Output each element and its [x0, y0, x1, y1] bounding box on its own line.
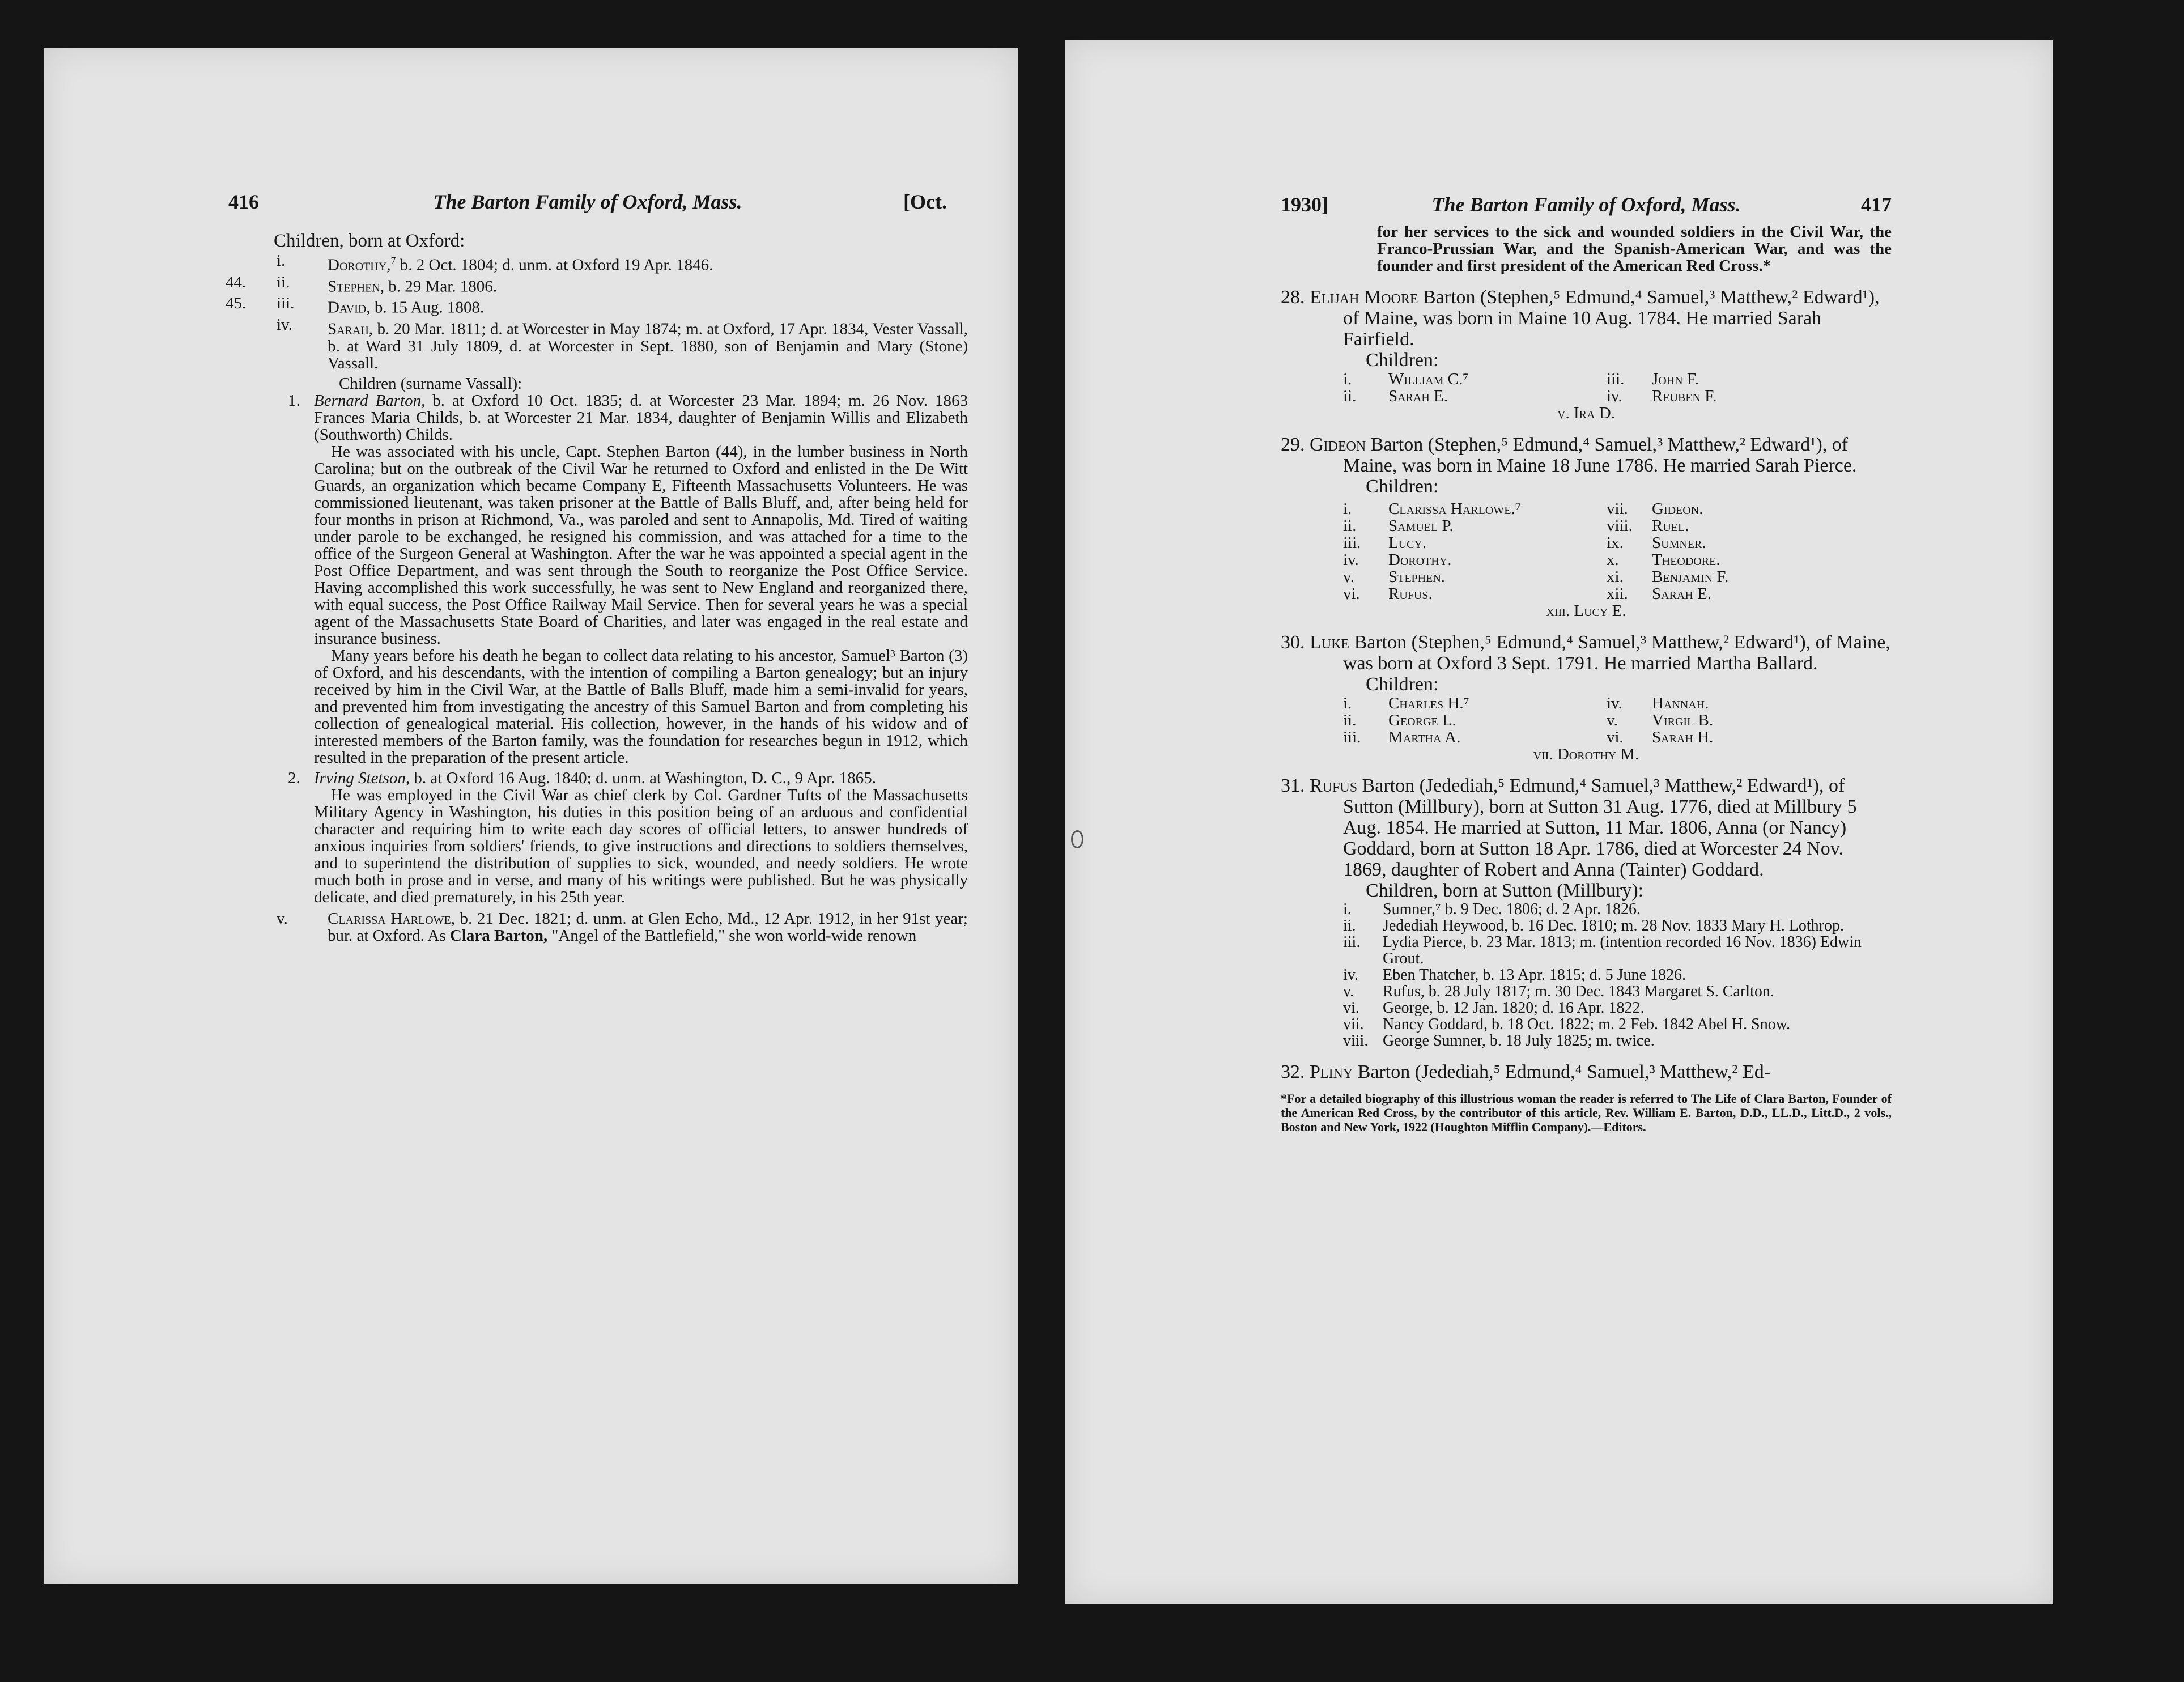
- roman-number: viii.: [1343, 1032, 1369, 1050]
- generation-sup: 7: [390, 255, 396, 266]
- roman-number: v.: [1607, 711, 1618, 729]
- child-name: Stephen,: [328, 277, 385, 296]
- vassall-entry-2: [288, 770, 968, 787]
- roman-number: v.: [1343, 983, 1354, 1000]
- roman-number: x.: [1607, 551, 1619, 569]
- roman-number: iv.: [1343, 551, 1359, 569]
- child-text: Jedediah Heywood, b. 16 Dec. 1810; m. 28 Nov. 1833 Mary H. Lothrop.: [1383, 917, 1844, 935]
- page-number: 417: [1861, 193, 1892, 216]
- children-list: [1343, 901, 1892, 1049]
- child-name: Rufus.: [1388, 585, 1433, 603]
- child-entry: [226, 252, 968, 274]
- child-entry: [1343, 934, 1892, 967]
- roman-number: iii.: [1607, 370, 1625, 388]
- entry-32: [1281, 1061, 1892, 1082]
- entry-name: Pliny: [1310, 1061, 1353, 1082]
- child-entry: [1343, 517, 1607, 534]
- running-title: The Barton Family of Oxford, Mass.: [1431, 193, 1741, 216]
- children-list: [1343, 500, 1870, 602]
- page-number: 416: [228, 190, 259, 213]
- child-text: Nancy Goddard, b. 18 Oct. 1822; m. 2 Feb. 1842 Abel H. Snow.: [1383, 1016, 1791, 1033]
- entry-bold: Clara Barton,: [449, 926, 548, 945]
- roman-number: iv.: [277, 315, 292, 334]
- roman-number: i.: [277, 252, 286, 270]
- entry-29: [1281, 434, 1892, 476]
- child-entry: [1343, 551, 1607, 568]
- vassall-entry-1: [288, 392, 968, 443]
- child-entry: [1343, 695, 1607, 712]
- entry-name: Irving Stetson,: [314, 768, 410, 787]
- child-text: George Sumner, b. 18 July 1825; m. twice.: [1383, 1032, 1655, 1050]
- children-label: Children, born at Sutton (Millbury):: [1366, 880, 1644, 901]
- child-entry: [1343, 568, 1607, 585]
- entry-number: 1.: [288, 391, 300, 410]
- roman-number: i.: [1343, 694, 1352, 712]
- child-entry: [1343, 983, 1892, 1000]
- roman-number: iv.: [1607, 694, 1622, 712]
- child-entry: [1607, 551, 1870, 568]
- roman-number: viii.: [1607, 517, 1633, 535]
- entry-number: 29.: [1281, 434, 1305, 455]
- child-entry: [1343, 967, 1892, 983]
- child-text: George, b. 12 Jan. 1820; d. 16 Apr. 1822.: [1383, 999, 1645, 1017]
- child-name: Samuel P.: [1388, 517, 1454, 535]
- child-name: Sarah H.: [1652, 728, 1714, 746]
- ref-number: [226, 252, 277, 274]
- child-entry: [1607, 568, 1870, 585]
- children-list: [1343, 371, 1870, 405]
- entry-text: Barton (Stephen,⁵ Edmund,⁴ Samuel,³ Matthew,² Edward¹), of Maine, was born at Oxford 3 Sept. 1791. He married Martha Ballard.: [1343, 632, 1890, 674]
- roman-number: ii.: [1343, 917, 1356, 935]
- entry-number: v.: [277, 909, 288, 928]
- child-entry: [1343, 585, 1607, 602]
- children-list: [226, 252, 968, 372]
- continuation-text: for her services to the sick and wounded soldiers in the Civil War, the Franco-Prussian War, and the Spanish-American War, and was the founder and first president of the American Red Cross.*: [1377, 223, 1892, 275]
- roman-number: vi.: [1607, 728, 1624, 746]
- children-list: [1343, 695, 1870, 746]
- binding-clip-icon: [1071, 830, 1083, 848]
- roman-number: v.: [1343, 568, 1354, 586]
- child-entry: [226, 316, 968, 372]
- child-entry: [1607, 712, 1870, 729]
- child-name: Dorothy,: [328, 256, 391, 274]
- roman-number: i.: [1343, 370, 1352, 388]
- ref-number: [226, 316, 277, 372]
- child-name: Lucy.: [1388, 534, 1427, 552]
- biography-paragraph: Many years before his death he began to collect data relating to his ancestor, Samuel³ Barton (3) of Oxford, and his descendants, with the intention of compiling a Barton genealogy; but an injury received by him in the Civil War, at the Battle of Balls Bluff, made him a semi-invalid for years, and prevented him from investigating the ancestry of this Samuel Barton and from completing his collection of genealogical material. His collection, however, in the hands of his widow and of interested members of the Barton family, was the foundation for researches begun in 1912, which resulted in the preparation of the present article.: [314, 646, 968, 767]
- child-name: Sarah E.: [1652, 585, 1712, 603]
- child-name: George L.: [1388, 711, 1456, 729]
- entry-text: b. 21 Dec. 1821; d. unm. at Glen Echo, Md., 12 Apr. 1912, in her 91st year; bur. at Oxford. As: [328, 909, 968, 945]
- entry-text: Barton (Stephen,⁵ Edmund,⁴ Samuel,³ Matthew,² Edward¹), of Maine, was born in Maine 18 June 1786. He married Sarah Pierce.: [1343, 434, 1857, 476]
- entry-28: [1281, 287, 1892, 350]
- children-label: Children:: [1366, 350, 1439, 371]
- entry-name: Gideon: [1310, 434, 1366, 455]
- child-name: Reuben F.: [1652, 387, 1717, 405]
- child-entry: [1607, 729, 1870, 746]
- children-last: v. Ira D.: [1557, 404, 1615, 422]
- children-label: Children:: [1366, 476, 1439, 497]
- child-entry: [1343, 1033, 1892, 1049]
- page-year: 1930]: [1281, 193, 1328, 216]
- child-entry: [1607, 517, 1870, 534]
- left-body: [226, 231, 968, 945]
- entry-name: Clarissa Harlowe,: [328, 909, 455, 928]
- roman-number: vi.: [1343, 585, 1360, 603]
- child-name: Sarah,: [328, 320, 373, 338]
- running-right: [Oct.: [903, 190, 947, 213]
- child-name: Sarah E.: [1388, 387, 1448, 405]
- child-entry: [1343, 500, 1607, 517]
- entry-text: Barton (Stephen,⁵ Edmund,⁴ Samuel,³ Matthew,² Edward¹), of Maine, was born in Maine 10 Aug. 1784. He married Sarah Fairfield.: [1343, 287, 1880, 350]
- roman-number: i.: [1343, 500, 1352, 518]
- roman-number: vii.: [1343, 1016, 1364, 1033]
- entry-30: [1281, 632, 1892, 674]
- vassall-heading: Children (surname Vassall):: [339, 374, 522, 393]
- children-label: Children:: [1366, 674, 1439, 695]
- children-heading: Children, born at Oxford:: [274, 231, 465, 251]
- running-title: The Barton Family of Oxford, Mass.: [433, 190, 742, 213]
- child-name: William C.⁷: [1388, 370, 1469, 388]
- child-text: b. 2 Oct. 1804; d. unm. at Oxford 19 Apr. 1846.: [396, 256, 713, 274]
- biography-paragraph: He was associated with his uncle, Capt. Stephen Barton (44), in the lumber business in North Carolina; but on the outbreak of the Civil War he returned to Oxford and enlisted in the De Witt Guards, an organization which became Company E, Fifteenth Massachusetts Volunteers. He was commissioned lieutenant, was taken prisoner at the Battle of Balls Bluff, and, after being held for four months in prison at Richmond, Va., was paroled and sent to Annapolis, Md. Tired of waiting under parole to be exchanged, he resigned his commission, and was attached for a time to the office of the Surgeon General at Washington. After the war he was appointed a special agent in the Post Office Department, and was sent through the South to reorganize the Post Office Service. Having accomplished this work successfully, he was sent to New England and reorganized there, with equal success, the Post Office Railway Mail Service. Then for several years he was a special agent of the Massachusetts State Board of Charities, and later was engaged in the real estate and insurance business.: [314, 442, 968, 648]
- roman-number: vi.: [1343, 999, 1359, 1017]
- entry-number: 28.: [1281, 287, 1305, 308]
- child-name: David,: [328, 298, 371, 317]
- child-entry: [1343, 1016, 1892, 1033]
- child-text: Lydia Pierce, b. 23 Mar. 1813; m. (intention recorded 16 Nov. 1836) Edwin Grout.: [1383, 933, 1862, 967]
- child-text: Rufus, b. 28 July 1817; m. 30 Dec. 1843 Margaret S. Carlton.: [1383, 983, 1774, 1000]
- child-name: Theodore.: [1652, 551, 1720, 569]
- child-text: Eben Thatcher, b. 13 Apr. 1815; d. 5 June 1826.: [1383, 966, 1686, 984]
- roman-number: iv.: [1607, 387, 1622, 405]
- roman-number: iv.: [1343, 966, 1358, 984]
- right-body: [1281, 223, 1892, 1134]
- child-entry: [1607, 388, 1870, 405]
- footnote: *For a detailed biography of this illustrious woman the reader is referred to The Life of Clara Barton, Founder of the American Red Cross, by the contributor of this article, Rev. William E. Barton, D.D., LL.D., Litt.D., 2 vols., Boston and New York, 1922 (Houghton Mifflin Company).—Editors.: [1281, 1091, 1892, 1134]
- child-text: b. 15 Aug. 1808.: [370, 298, 485, 317]
- child-entry: [1343, 712, 1607, 729]
- child-entry: [1343, 371, 1607, 388]
- roman-number: ii.: [1343, 517, 1357, 535]
- child-name: Stephen.: [1388, 568, 1446, 586]
- entry-name: Bernard Barton,: [314, 391, 426, 410]
- child-name: Sumner.: [1652, 534, 1706, 552]
- entry-name: Elijah Moore: [1310, 287, 1418, 308]
- roman-number: ii.: [1343, 387, 1357, 405]
- biography-paragraph: He was employed in the Civil War as chief clerk by Col. Gardner Tufts of the Massachusetts Military Agency in Washington, his duties in this position being of an arduous and confidential character and requiring him to write each day scores of official letters, to answer hundreds of anxious inquiries from soldiers' friends, to give instructions and directions to soldiers themselves, and to superintend the distribution of supplies to sick, wounded, and needy soldiers. He wrote much both in prose and in verse, and many of his writings were published. But he was physically delicate, and died prematurely, in his 25th year.: [314, 785, 968, 906]
- roman-number: i.: [1343, 901, 1352, 918]
- entry-text: b. at Oxford 10 Oct. 1835; d. at Worcester 23 Mar. 1894; m. 26 Nov. 1863 Frances Maria Childs, b. at Worcester 21 Mar. 1834, daughter of Benjamin Willis and Elizabeth (Southworth) Childs.: [314, 391, 968, 444]
- child-entry: [1607, 371, 1870, 388]
- roman-number: vii.: [1607, 500, 1628, 518]
- child-entry: [226, 295, 968, 316]
- child-entry: [1343, 388, 1607, 405]
- child-name: Ruel.: [1652, 517, 1689, 535]
- child-entry: [1343, 1000, 1892, 1016]
- running-head-right: [1281, 193, 1892, 221]
- roman-number: iii.: [1343, 534, 1361, 552]
- roman-number: xii.: [1607, 585, 1628, 603]
- entry-number: 2.: [288, 768, 300, 787]
- entry-31: [1281, 775, 1892, 880]
- entry-number: 30.: [1281, 632, 1305, 653]
- left-page: [44, 48, 1018, 1584]
- child-name: Benjamin F.: [1652, 568, 1729, 586]
- child-entry: [1607, 585, 1870, 602]
- child-name: Gideon.: [1652, 500, 1703, 518]
- child-entry: [1607, 695, 1870, 712]
- child-v-entry: [226, 910, 968, 944]
- children-last: xiii. Lucy E.: [1546, 602, 1626, 620]
- entry-name: Rufus: [1310, 775, 1358, 796]
- child-name: Charles H.⁷: [1388, 694, 1469, 712]
- roman-number: iii.: [1343, 728, 1361, 746]
- child-entry: [1607, 534, 1870, 551]
- children-last: vii. Dorothy M.: [1533, 745, 1639, 763]
- entry-number: 31.: [1281, 775, 1305, 796]
- right-page: [1065, 40, 2053, 1604]
- entry-number: 32.: [1281, 1061, 1305, 1082]
- child-entry: [1343, 918, 1892, 934]
- child-name: Clarissa Harlowe.⁷: [1388, 500, 1521, 518]
- child-text: Sumner,⁷ b. 9 Dec. 1806; d. 2 Apr. 1826.: [1383, 901, 1641, 918]
- roman-number: ii.: [1343, 711, 1357, 729]
- running-head-left: [228, 190, 947, 218]
- ref-number: 45.: [226, 294, 247, 313]
- child-name: John F.: [1652, 370, 1699, 388]
- entry-text: b. at Oxford 16 Aug. 1840; d. unm. at Washington, D. C., 9 Apr. 1865.: [410, 768, 876, 787]
- child-name: Martha A.: [1388, 728, 1461, 746]
- roman-number: ix.: [1607, 534, 1624, 552]
- entry-name: Luke: [1310, 632, 1350, 653]
- roman-number: iii.: [277, 294, 295, 313]
- child-entry: [1607, 500, 1870, 517]
- roman-number: xi.: [1607, 568, 1624, 586]
- entry-text: Barton (Jedediah,⁵ Edmund,⁴ Samuel,³ Matthew,² Ed-: [1353, 1061, 1771, 1082]
- child-text: b. 29 Mar. 1806.: [384, 277, 498, 296]
- child-name: Hannah.: [1652, 694, 1709, 712]
- child-entry: [226, 274, 968, 295]
- roman-number: ii.: [277, 273, 290, 291]
- child-entry: [1343, 901, 1892, 918]
- child-entry: [1343, 729, 1607, 746]
- entry-text: Barton (Jedediah,⁵ Edmund,⁴ Samuel,³ Matthew,² Edward¹), of Sutton (Millbury), born at Sutton 31 Aug. 1776, died at Millbury 5 Aug. 1854. He married at Sutton, 11 Mar. 1806, Anna (or Nancy) Goddard, born at Sutton 18 Apr. 1786, died at Worcester 24 Nov. 1869, daughter of Robert and Anna (Tainter) Goddard.: [1343, 775, 1857, 880]
- child-entry: [1343, 534, 1607, 551]
- ref-number: 44.: [226, 273, 247, 291]
- child-name: Virgil B.: [1652, 711, 1714, 729]
- roman-number: iii.: [1343, 933, 1361, 951]
- child-text: b. 20 Mar. 1811; d. at Worcester in May 1874; m. at Oxford, 17 Apr. 1834, Vester Vassall, b. at Ward 31 July 1809, d. at Worcester in Sept. 1880, son of Benjamin and Mary (Stone) Vassall.: [328, 320, 968, 372]
- entry-tail: "Angel of the Battlefield," she won world-wide renown: [547, 926, 917, 945]
- child-name: Dorothy.: [1388, 551, 1452, 569]
